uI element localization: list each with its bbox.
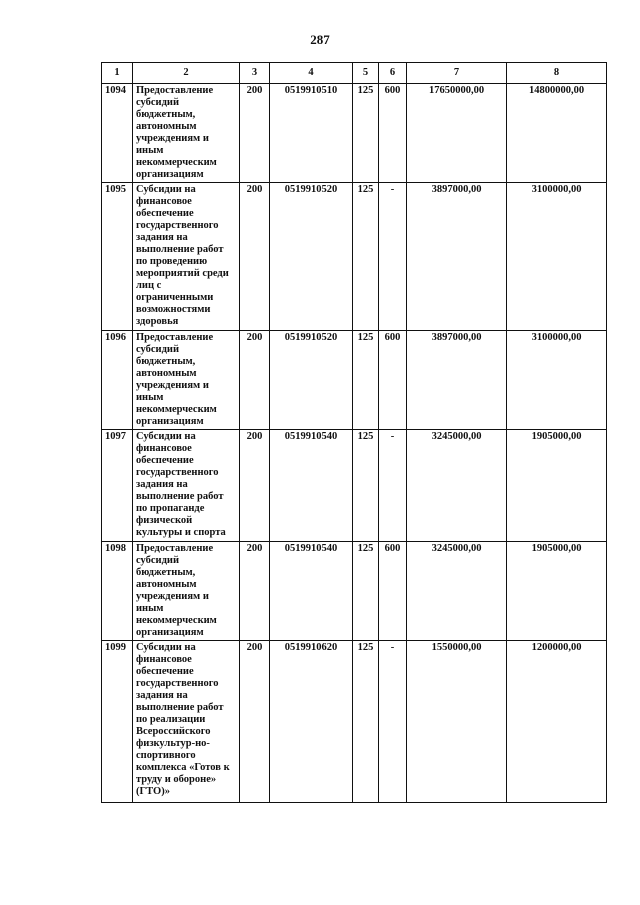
row-description: Субсидии на финансовое обеспечение государственного задания на выполнение работ по реализации Всероссийского физкультур-но-спортивного комплекса «Готов к труду и обороне» (ГТО)» [133, 641, 240, 803]
column-header: 8 [507, 63, 607, 84]
row-expense-type: - [379, 183, 407, 331]
row-amount-col7: 3897000,00 [407, 331, 507, 430]
row-section-code: 125 [353, 641, 379, 803]
row-number: 1094 [102, 84, 133, 183]
column-header: 5 [353, 63, 379, 84]
header-row [102, 63, 607, 84]
row-target-article: 0519910520 [270, 183, 353, 331]
row-amount-col8: 1200000,00 [507, 641, 607, 803]
row-expense-type: - [379, 641, 407, 803]
column-header: 2 [133, 63, 240, 84]
row-target-article: 0519910510 [270, 84, 353, 183]
row-amount-col8: 3100000,00 [507, 183, 607, 331]
table-row [102, 641, 607, 803]
row-section-code: 125 [353, 183, 379, 331]
row-description: Предоставление субсидий бюджетным, автономным учреждениям и иным некоммерческим организациям [133, 331, 240, 430]
row-code: 200 [240, 331, 270, 430]
table-row [102, 542, 607, 641]
row-expense-type: 600 [379, 542, 407, 641]
row-description: Предоставление субсидий бюджетным, автономным учреждениям и иным некоммерческим организациям [133, 84, 240, 183]
row-description: Субсидии на финансовое обеспечение государственного задания на выполнение работ по проведению мероприятий среди лиц с ограниченными возможностями здоровья [133, 183, 240, 331]
column-header: 7 [407, 63, 507, 84]
row-amount-col8: 1905000,00 [507, 542, 607, 641]
row-number: 1097 [102, 430, 133, 542]
column-header: 6 [379, 63, 407, 84]
row-amount-col8: 1905000,00 [507, 430, 607, 542]
row-number: 1099 [102, 641, 133, 803]
row-expense-type: - [379, 430, 407, 542]
row-number: 1098 [102, 542, 133, 641]
row-number: 1096 [102, 331, 133, 430]
row-section-code: 125 [353, 542, 379, 641]
budget-table [101, 62, 607, 803]
row-code: 200 [240, 641, 270, 803]
row-code: 200 [240, 430, 270, 542]
row-section-code: 125 [353, 430, 379, 542]
page-number: 287 [310, 32, 330, 47]
row-code: 200 [240, 84, 270, 183]
row-description: Предоставление субсидий бюджетным, автономным учреждениям и иным некоммерческим организациям [133, 542, 240, 641]
row-section-code: 125 [353, 84, 379, 183]
row-code: 200 [240, 183, 270, 331]
row-expense-type: 600 [379, 84, 407, 183]
row-amount-col7: 17650000,00 [407, 84, 507, 183]
table-row [102, 331, 607, 430]
column-header: 3 [240, 63, 270, 84]
row-target-article: 0519910540 [270, 430, 353, 542]
row-amount-col7: 1550000,00 [407, 641, 507, 803]
row-amount-col7: 3245000,00 [407, 542, 507, 641]
row-number: 1095 [102, 183, 133, 331]
table-row [102, 430, 607, 542]
row-amount-col8: 3100000,00 [507, 331, 607, 430]
row-expense-type: 600 [379, 331, 407, 430]
row-target-article: 0519910620 [270, 641, 353, 803]
row-description: Субсидии на финансовое обеспечение государственного задания на выполнение работ по пропаганде физической культуры и спорта [133, 430, 240, 542]
column-header: 4 [270, 63, 353, 84]
row-amount-col8: 14800000,00 [507, 84, 607, 183]
row-amount-col7: 3245000,00 [407, 430, 507, 542]
row-section-code: 125 [353, 331, 379, 430]
row-code: 200 [240, 542, 270, 641]
row-target-article: 0519910540 [270, 542, 353, 641]
column-header: 1 [102, 63, 133, 84]
table-row [102, 183, 607, 331]
table-row [102, 84, 607, 183]
row-amount-col7: 3897000,00 [407, 183, 507, 331]
row-target-article: 0519910520 [270, 331, 353, 430]
